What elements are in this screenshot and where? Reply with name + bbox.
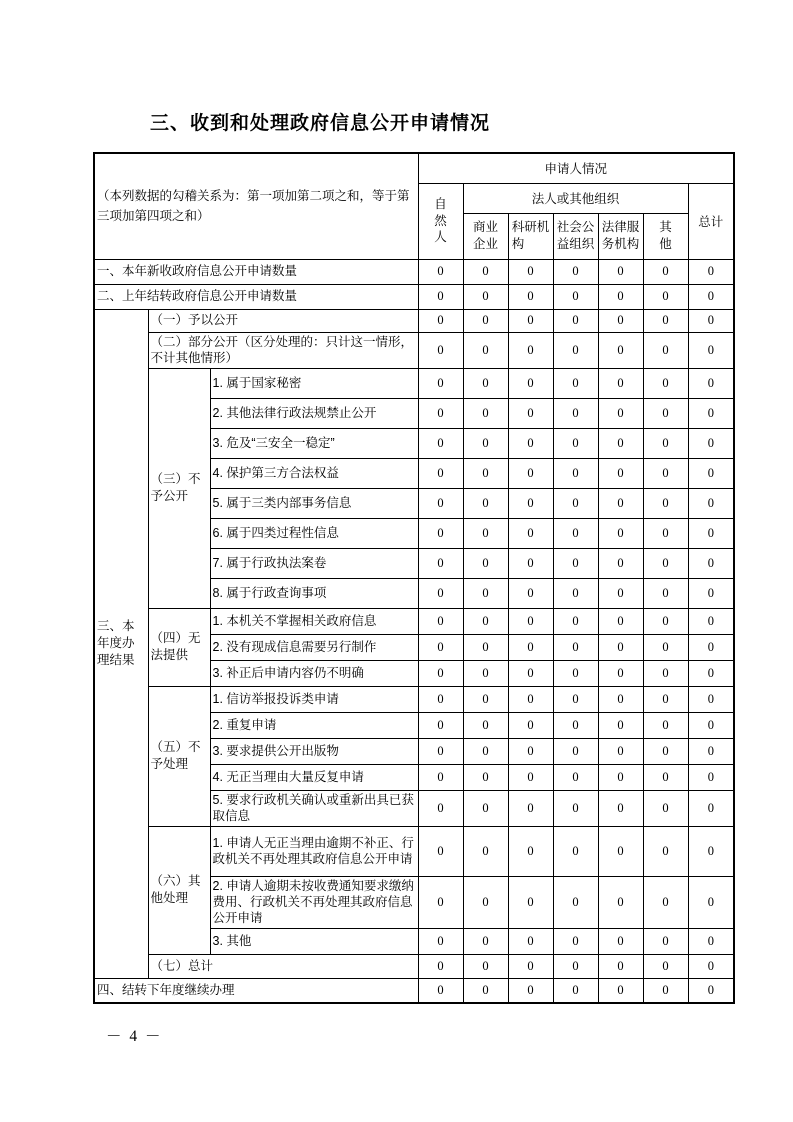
value-cell: 0 [688,548,734,578]
item-label: 3. 其他 [210,928,418,954]
value-cell: 0 [643,578,688,608]
value-cell: 0 [688,660,734,686]
value-cell: 0 [688,826,734,876]
value-cell: 0 [508,428,553,458]
value-cell: 0 [598,608,643,634]
value-cell: 0 [508,259,553,284]
section-label: 四、结转下年度继续办理 [94,978,418,1003]
value-cell: 0 [508,954,553,978]
value-cell: 0 [418,826,463,876]
table-row [94,608,734,634]
page-title: 三、收到和处理政府信息公开申请情况 [150,113,491,134]
value-cell: 0 [643,608,688,634]
value-cell: 0 [463,826,508,876]
value-cell: 0 [643,712,688,738]
note-cell: （本列数据的勾稽关系为：第一项加第二项之和，等于第三项加第四项之和） [94,153,418,259]
value-cell: 0 [553,634,598,660]
value-cell: 0 [418,398,463,428]
value-cell: 0 [418,764,463,790]
value-cell: 0 [418,458,463,488]
value-cell: 0 [598,954,643,978]
header-org-type [598,213,643,259]
value-cell: 0 [418,712,463,738]
value-cell: 0 [463,738,508,764]
header-org-type [463,213,508,259]
header-org-type [643,213,688,259]
value-cell: 0 [418,428,463,458]
item-label: 7. 属于行政执法案卷 [210,548,418,578]
group-label-text: （四）无法提供 [150,631,201,662]
value-cell: 0 [508,368,553,398]
item-label: 2. 申请人逾期未按收费通知要求缴纳费用、行政机关不再处理其政府信息公开申请 [210,876,418,928]
value-cell: 0 [418,608,463,634]
value-cell: 0 [508,578,553,608]
item-label: 1. 本机关不掌握相关政府信息 [210,608,418,634]
value-cell: 0 [553,738,598,764]
group-label [148,608,210,686]
table-row [94,978,734,1003]
value-cell: 0 [463,398,508,428]
value-cell: 0 [643,686,688,712]
item-label: 6. 属于四类过程性信息 [210,518,418,548]
value-cell: 0 [553,368,598,398]
value-cell: 0 [418,790,463,826]
value-cell: 0 [553,458,598,488]
value-cell: 0 [643,764,688,790]
value-cell: 0 [643,660,688,686]
table-row [94,284,734,309]
value-cell: 0 [463,954,508,978]
value-cell: 0 [643,428,688,458]
value-cell: 0 [688,634,734,660]
value-cell: 0 [463,368,508,398]
value-cell: 0 [598,428,643,458]
value-cell: 0 [553,608,598,634]
value-cell: 0 [463,634,508,660]
value-cell: 0 [598,790,643,826]
item-label: 2. 重复申请 [210,712,418,738]
value-cell: 0 [418,518,463,548]
value-cell: 0 [418,368,463,398]
value-cell: 0 [508,518,553,548]
value-cell: 0 [643,634,688,660]
header-org-type-text: 科研机构 [511,220,550,251]
value-cell: 0 [463,928,508,954]
value-cell: 0 [418,660,463,686]
table-row [94,368,734,398]
header-natural-person-text: 自然人 [434,196,447,245]
item-label: 4. 保护第三方合法权益 [210,458,418,488]
value-cell: 0 [463,518,508,548]
value-cell: 0 [463,876,508,928]
value-cell: 0 [688,738,734,764]
value-cell: 0 [598,712,643,738]
value-cell: 0 [643,876,688,928]
value-cell: 0 [463,332,508,368]
item-label: 8. 属于行政查询事项 [210,578,418,608]
value-cell: 0 [553,548,598,578]
value-cell: 0 [508,876,553,928]
value-cell: 0 [463,578,508,608]
group-label-text: （五）不予处理 [150,740,201,771]
value-cell: 0 [463,660,508,686]
group-label [148,368,210,608]
value-cell: 0 [463,309,508,332]
item-label: 3. 要求提供公开出版物 [210,738,418,764]
value-cell: 0 [643,978,688,1003]
value-cell: 0 [688,978,734,1003]
value-cell: 0 [418,876,463,928]
section-label [94,309,148,978]
value-cell: 0 [508,686,553,712]
value-cell: 0 [418,978,463,1003]
value-cell: 0 [553,876,598,928]
value-cell: 0 [553,954,598,978]
header-legal-org: 法人或其他组织 [463,183,688,213]
value-cell: 0 [553,578,598,608]
value-cell: 0 [553,660,598,686]
value-cell: 0 [508,332,553,368]
value-cell: 0 [598,686,643,712]
item-label: 3. 危及“三安全一稳定” [210,428,418,458]
value-cell: 0 [643,826,688,876]
value-cell: 0 [598,458,643,488]
value-cell: 0 [553,398,598,428]
value-cell: 0 [508,634,553,660]
value-cell: 0 [553,518,598,548]
header-org-type [553,213,598,259]
value-cell: 0 [463,548,508,578]
value-cell: 0 [553,428,598,458]
value-cell: 0 [463,428,508,458]
value-cell: 0 [463,790,508,826]
group-label-text: （三）不予公开 [150,472,201,503]
value-cell: 0 [598,660,643,686]
group-label [148,826,210,954]
item-label: 4. 无正当理由大量反复申请 [210,764,418,790]
value-cell: 0 [508,458,553,488]
value-cell: 0 [553,712,598,738]
value-cell: 0 [463,284,508,309]
value-cell: 0 [463,978,508,1003]
table-row [94,686,734,712]
value-cell: 0 [553,978,598,1003]
value-cell: 0 [553,928,598,954]
value-cell: 0 [553,790,598,826]
value-cell: 0 [418,578,463,608]
value-cell: 0 [598,488,643,518]
value-cell: 0 [418,954,463,978]
value-cell: 0 [643,488,688,518]
value-cell: 0 [598,634,643,660]
value-cell: 0 [688,309,734,332]
value-cell: 0 [598,332,643,368]
value-cell: 0 [508,608,553,634]
value-cell: 0 [508,284,553,309]
value-cell: 0 [463,488,508,518]
value-cell: 0 [553,309,598,332]
value-cell: 0 [688,518,734,548]
value-cell: 0 [643,368,688,398]
value-cell: 0 [643,259,688,284]
value-cell: 0 [463,608,508,634]
value-cell: 0 [463,686,508,712]
value-cell: 0 [553,764,598,790]
value-cell: 0 [598,548,643,578]
value-cell: 0 [463,764,508,790]
value-cell: 0 [598,764,643,790]
value-cell: 0 [598,876,643,928]
value-cell: 0 [688,284,734,309]
value-cell: 0 [553,284,598,309]
value-cell: 0 [598,518,643,548]
value-cell: 0 [553,826,598,876]
group-label: （二）部分公开（区分处理的：只计这一情形，不计其他情形） [148,332,418,368]
value-cell: 0 [418,309,463,332]
section-label: 一、本年新收政府信息公开申请数量 [94,259,418,284]
value-cell: 0 [418,634,463,660]
item-label: 1. 申请人无正当理由逾期不补正、行政机关不再处理其政府信息公开申请 [210,826,418,876]
value-cell: 0 [688,928,734,954]
value-cell: 0 [418,686,463,712]
value-cell: 0 [418,284,463,309]
value-cell: 0 [508,309,553,332]
header-applicant: 申请人情况 [418,153,734,183]
item-label: 1. 属于国家秘密 [210,368,418,398]
value-cell: 0 [463,259,508,284]
value-cell: 0 [598,398,643,428]
header-org-type-text: 社会公益组织 [556,220,595,251]
value-cell: 0 [688,608,734,634]
section-label: 二、上年结转政府信息公开申请数量 [94,284,418,309]
value-cell: 0 [508,488,553,518]
value-cell: 0 [643,928,688,954]
table-row [94,826,734,876]
value-cell: 0 [553,332,598,368]
value-cell: 0 [643,954,688,978]
header-natural-person [418,183,463,259]
value-cell: 0 [553,686,598,712]
value-cell: 0 [643,518,688,548]
value-cell: 0 [508,660,553,686]
table-row [94,954,734,978]
section-label-text: 三、本年度办理结果 [97,619,135,667]
value-cell: 0 [598,578,643,608]
value-cell: 0 [643,398,688,428]
value-cell: 0 [688,764,734,790]
value-cell: 0 [688,458,734,488]
item-label: 1. 信访举报投诉类申请 [210,686,418,712]
group-label: （七）总计 [148,954,418,978]
value-cell: 0 [688,398,734,428]
value-cell: 0 [598,284,643,309]
table-header [94,153,734,259]
value-cell: 0 [688,876,734,928]
value-cell: 0 [643,309,688,332]
header-total: 总计 [688,183,734,259]
header-org-type [508,213,553,259]
value-cell: 0 [418,259,463,284]
item-label: 2. 其他法律行政法规禁止公开 [210,398,418,428]
value-cell: 0 [688,368,734,398]
item-label: 2. 没有现成信息需要另行制作 [210,634,418,660]
value-cell: 0 [508,738,553,764]
group-label-text: （六）其他处理 [150,874,201,905]
value-cell: 0 [643,458,688,488]
table-row [94,259,734,284]
value-cell: 0 [598,826,643,876]
value-cell: 0 [508,764,553,790]
group-label [148,686,210,826]
value-cell: 0 [598,928,643,954]
table-body [94,259,734,1003]
value-cell: 0 [643,738,688,764]
value-cell: 0 [688,578,734,608]
value-cell: 0 [688,488,734,518]
item-label: 5. 属于三类内部事务信息 [210,488,418,518]
value-cell: 0 [643,548,688,578]
value-cell: 0 [643,790,688,826]
header-org-type-text: 法律服务机构 [601,220,640,251]
value-cell: 0 [463,458,508,488]
value-cell: 0 [508,978,553,1003]
value-cell: 0 [418,332,463,368]
table-row [94,332,734,368]
value-cell: 0 [688,790,734,826]
value-cell: 0 [688,428,734,458]
header-org-type-text: 其他 [659,220,672,251]
value-cell: 0 [508,826,553,876]
item-label: 3. 补正后申请内容仍不明确 [210,660,418,686]
value-cell: 0 [688,259,734,284]
value-cell: 0 [508,548,553,578]
value-cell: 0 [598,309,643,332]
value-cell: 0 [598,978,643,1003]
value-cell: 0 [598,259,643,284]
value-cell: 0 [688,332,734,368]
value-cell: 0 [598,738,643,764]
header-row-1 [94,153,734,183]
item-label: 5. 要求行政机关确认或重新出具已获取信息 [210,790,418,826]
value-cell: 0 [508,928,553,954]
value-cell: 0 [553,259,598,284]
value-cell: 0 [688,686,734,712]
value-cell: 0 [688,954,734,978]
value-cell: 0 [463,712,508,738]
value-cell: 0 [688,712,734,738]
page-number: － 4 － [106,1028,163,1045]
value-cell: 0 [553,488,598,518]
value-cell: 0 [508,398,553,428]
application-stats-table [93,152,735,1004]
value-cell: 0 [418,928,463,954]
value-cell: 0 [418,488,463,518]
value-cell: 0 [418,548,463,578]
value-cell: 0 [598,368,643,398]
value-cell: 0 [643,284,688,309]
value-cell: 0 [418,738,463,764]
header-org-type-text: 商业企业 [473,220,499,251]
value-cell: 0 [508,712,553,738]
value-cell: 0 [508,790,553,826]
group-label: （一）予以公开 [148,309,418,332]
value-cell: 0 [643,332,688,368]
table-row [94,309,734,332]
